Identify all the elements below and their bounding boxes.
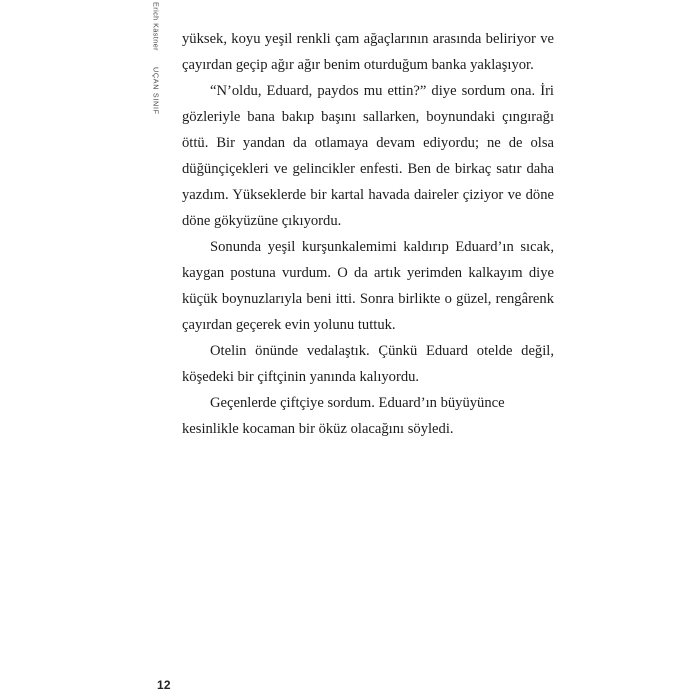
- running-head-author: Erich Kästner: [151, 2, 161, 51]
- body-text-block: [182, 26, 554, 442]
- page-number: 12: [157, 678, 171, 692]
- paragraph: Sonunda yeşil kurşunkalemimi kaldırıp Eduard’ın sıcak, kaygan postuna vurdum. O da artık yerimden kalkayım diye küçük boynuzlarıyla beni itti. Sonra birlikte o güzel, rengârenk çayırdan geçerek evin yolunu tuttuk.: [182, 239, 554, 333]
- running-head-title: UÇAN SINIF: [151, 67, 161, 115]
- paragraph: Geçenlerde çiftçiye sordum. Eduard’ın büyüyünce kesinlikle kocaman bir öküz olacağını söyledi.: [182, 395, 505, 437]
- paragraph-continuation: yüksek, koyu yeşil renkli çam ağaçlarının arasında beliriyor ve çayırdan geçip ağır ağır benim oturduğum banka yaklaşıyor.: [182, 31, 554, 73]
- paragraph: “N’oldu, Eduard, paydos mu ettin?” diye sordum ona. İri gözleriyle bana bakıp başını sallarken, boynundaki çıngırağı öttü. Bir yandan da otlamaya devam ediyordu; ne de olsa düğünçiçekleri ve gelincikler enfesti. Ben de birkaç satır daha yazdım. Yükseklerde bir kartal havada daireler çiziyor ve döne döne gökyüzüne çıkıyordu.: [182, 83, 554, 229]
- running-head-text: [152, 2, 159, 115]
- vertical-running-head: [148, 2, 164, 122]
- paragraph: Otelin önünde vedalaştık. Çünkü Eduard otelde değil, köşedeki bir çiftçinin yanında kalıyordu.: [182, 343, 554, 385]
